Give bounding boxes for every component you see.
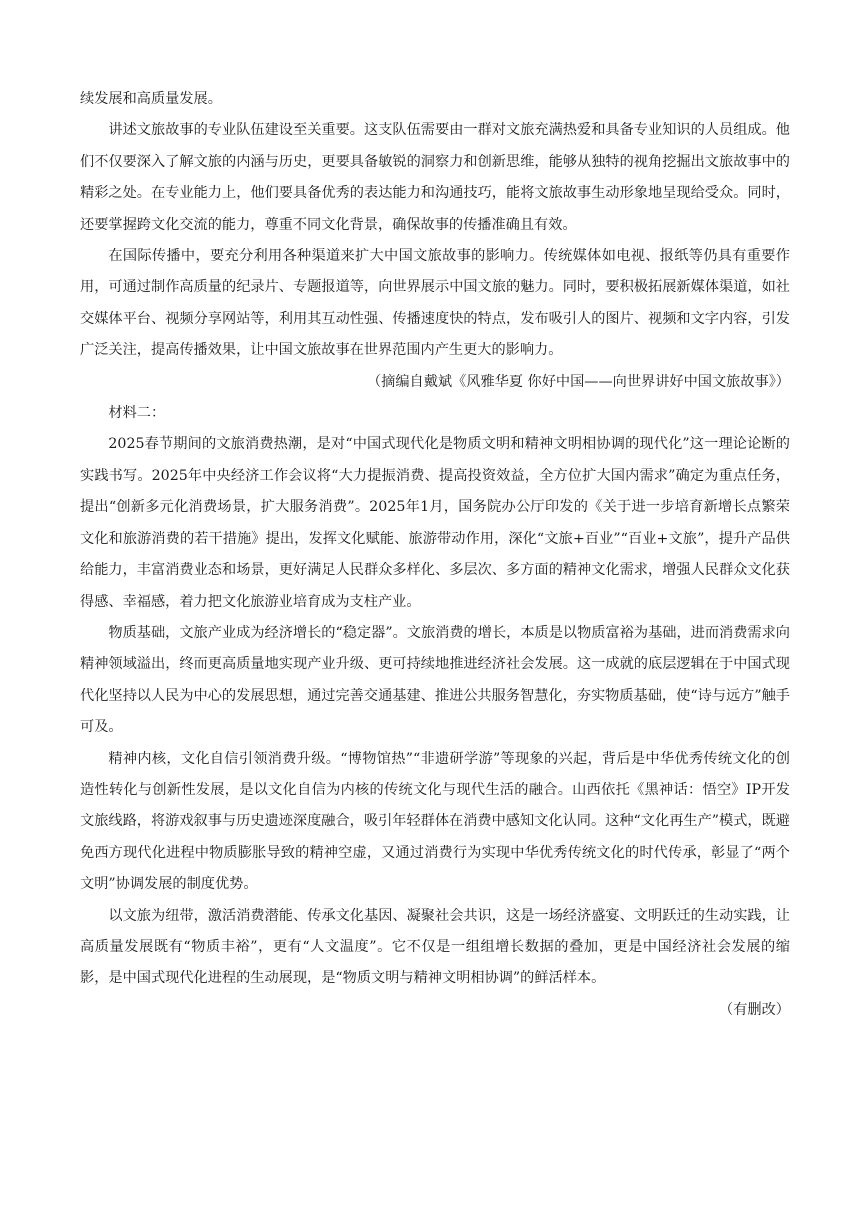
- source-citation: （摘编自戴斌《风雅华夏 你好中国——向世界讲好中国文旅故事》）: [366, 373, 790, 390]
- document-page: [80, 84, 790, 1026]
- edited-note: （有删改）: [719, 1001, 790, 1018]
- paragraph-spring-festival: 2025春节期间的文旅消费热潮，是对“中国式现代化是物质文明和精神文明相协调的现代化”这一理论论断的实践书写。2025年中央经济工作会议将“大力提振消费、提高投资效益，全方位扩大国内需求”确定为重点任务，提出“创新多元化消费场景，扩大服务消费”。2025年1月，国务院办公厅印发的《关于进一步培育新增长点繁荣文化和旅游消费的若干措施》提出，发挥文化赋能、旅游带动作用，深化“文旅+百业”“百业+文旅”，提升产品供给能力，丰富消费业态和场景，更好满足人民群众多样化、多层次、多方面的精神文化需求，增强人民群众文化获得感、幸福感，着力把文化旅游业培育成为支柱产业。: [80, 436, 790, 610]
- paragraph-spiritual-core: 精神内核，文化自信引领消费升级。“博物馆热”“非遗研学游”等现象的兴起，背后是中华优秀传统文化的创造性转化与创新性发展，是以文化自信为内核的传统文化与现代生活的融合。山西依托《黑神话：悟空》IP开发文旅线路，将游戏叙事与历史遗迹深度融合，吸引年轻群体在消费中感知文化认同。这种“文化再生产”模式，既避免西方现代化进程中物质膨胀导致的精神空虚，又通过消费行为实现中华优秀传统文化的时代传承，彰显了“两个文明”协调发展的制度优势。: [80, 750, 790, 893]
- paragraph-international-communication: 在国际传播中，要充分利用各种渠道来扩大中国文旅故事的影响力。传统媒体如电视、报纸等仍具有重要作用，可通过制作高质量的纪录片、专题报道等，向世界展示中国文旅的魅力。同时，要积极拓展新媒体渠道，如社交媒体平台、视频分享网站等，利用其互动性强、传播速度快的特点，发布吸引人的图片、视频和文字内容，引发广泛关注，提高传播效果，让中国文旅故事在世界范围内产生更大的影响力。: [80, 248, 790, 359]
- paragraph-material-basis: 物质基础，文旅产业成为经济增长的“稳定器”。文旅消费的增长，本质是以物质富裕为基础，进而消费需求向精神领域溢出，终而更高质量地实现产业升级、更可持续地推进经济社会发展。这一成就的底层逻辑在于中国式现代化坚持以人民为中心的发展思想，通过完善交通基建、推进公共服务智慧化，夯实物质基础，使“诗与远方”触手可及。: [80, 624, 790, 736]
- paragraph-continuation: 续发展和高质量发展。: [80, 91, 222, 107]
- paragraph-conclusion: 以文旅为纽带，激活消费潜能、传承文化基因、凝聚社会共识，这是一场经济盛宴、文明跃迁的生动实践，让高质量发展既有“物质丰裕”，更有“人文温度”。它不仅是一组组增长数据的叠加，更是中国经济社会发展的缩影，是中国式现代化进程的生动展现，是“物质文明与精神文明相协调”的鲜活样本。: [80, 907, 790, 987]
- paragraph-team-building: 讲述文旅故事的专业队伍建设至关重要。这支队伍需要由一群对文旅充满热爱和具备专业知识的人员组成。他们不仅要深入了解文旅的内涵与历史，更要具备敏锐的洞察力和创新思维，能够从独特的视角挖掘出文旅故事中的精彩之处。在专业能力上，他们要具备优秀的表达能力和沟通技巧，能将文旅故事生动形象地呈现给受众。同时，还要掌握跨文化交流的能力，尊重不同文化背景，确保故事的传播准确且有效。: [80, 122, 790, 233]
- material-two-heading: 材料二：: [108, 405, 166, 422]
